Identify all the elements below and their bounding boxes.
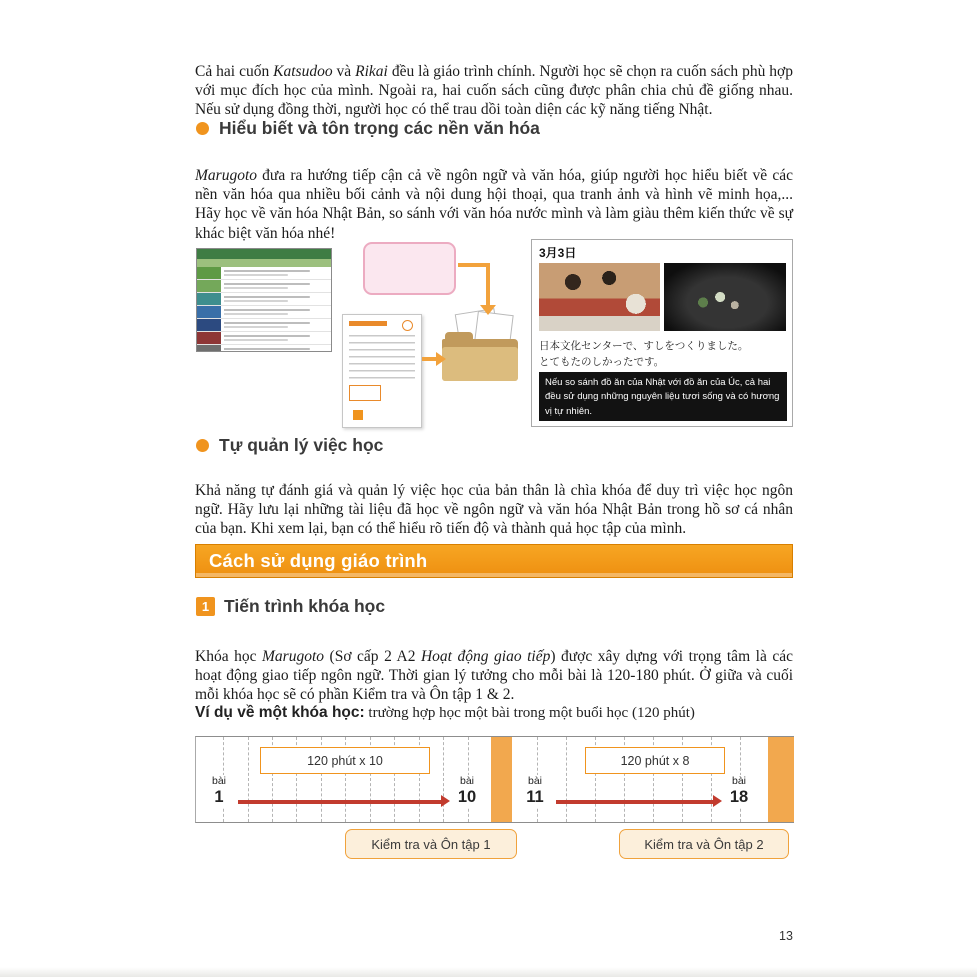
intro-seg-4: đều là giáo trình chính. Người học sẽ chọn ra cuốn sách phù hợp với mục đích học của mình. Ngoài ra, hai cuốn sách cũng được phân chia chủ đề giống nhau. Nếu sử dụng đồng thời, người học có thể trau dồi toàn diện các kỹ năng tiếng Nhật. [195,62,793,119]
photo-sushi-plate [664,263,786,331]
row-chip [197,293,221,305]
row-chip [197,319,221,331]
self-manage-paragraph: Khả năng tự đánh giá và quản lý việc học của bản thân là chìa khóa để duy trì việc học ngôn ngữ. Hãy lưu lại những tài liệu đã học về ngôn ngữ và văn hóa Nhật Bản trong hồ sơ cá nhân của bạn. Khi xem lại, bạn có thể hiểu rõ tiến độ và thành quả học tập của mình. [195,481,793,538]
example-description: trường hợp học một bài trong một buổi học (120 phút) [364,705,695,721]
example-line [195,704,793,722]
culture-figure [195,239,793,431]
table-row [197,332,331,345]
worksheet-image [342,314,422,428]
row-text-lines [221,306,331,318]
course-seg-marugoto: Marugoto [262,647,325,665]
intro-seg-0: Cả hai cuốn [195,62,274,80]
arrow-right-icon [436,352,446,366]
row-text-lines [221,332,331,344]
japanese-caption-line2: とてもたのしかったです。 [539,356,665,369]
example-label: Ví dụ về một khóa học: [195,704,365,721]
course-seg-4: ) được xây dựng với trọng tâm là các hoạt động giao tiếp ngôn ngữ. Thời gian lý tưởng cho mỗi bài là 120-180 phút. Ở giữa và cuối mỗi khóa học sẽ có phần Kiểm tra và Ôn tập 1 & 2. [195,647,793,704]
review-band-2 [768,737,794,822]
section-heading-self-manage [196,435,383,456]
section-heading-course-flow-label: Tiến trình khóa học [224,596,386,616]
row-text-lines [221,345,331,352]
worksheet-title-bar [349,321,387,326]
row-chip [197,345,221,352]
connector-line [422,357,436,361]
culture-seg-marugoto: Marugoto [195,166,257,184]
review-box-2: Kiểm tra và Ôn tập 2 [619,829,789,859]
lesson-marker-end-18 [722,775,756,807]
usage-banner-label: Cách sử dụng giáo trình [209,550,428,571]
table-subheader-bar [197,259,331,267]
worksheet-text-lines [349,335,415,381]
table-row [197,267,331,280]
duration-box-1: 120 phút x 10 [260,747,430,774]
japanese-caption-line1: 日本文化センターで、すしをつくりました。 [539,340,749,352]
page-number: 13 [779,929,793,943]
table-row [197,293,331,306]
table-header-bar [197,249,331,259]
section-heading-culture [196,118,540,139]
row-chip [197,280,221,292]
dashed-gridline [443,737,444,822]
progress-arrow-2 [556,800,713,804]
section-heading-self-manage-label: Tự quản lý việc học [219,435,384,455]
lesson-unit-label: bài [527,775,542,787]
duration-box-2: 120 phút x 8 [585,747,725,774]
row-text-lines [221,293,331,305]
row-text-lines [221,267,331,279]
dashed-gridline [566,737,567,822]
intro-seg-rikai: Rikai [355,62,388,80]
portfolio-folder-icon [442,323,518,381]
lesson-marker-start-1 [202,775,236,807]
lesson-unit-label: bài [731,775,746,787]
row-chip [197,306,221,318]
date-label: 3月3日 [539,246,577,260]
row-text-lines [221,280,331,292]
bullet-icon [196,122,209,135]
table-row [197,345,331,352]
section-heading-culture-label: Hiểu biết và tôn trọng các nền văn hóa [219,118,540,138]
intro-paragraph [195,62,793,120]
worksheet-orange-square [353,410,363,420]
culture-seg-1: đưa ra hướng tiếp cận cả về ngôn ngữ và văn hóa, giúp người học hiểu biết về các nền văn hóa qua nhiều bối cảnh và nội dung hội thoại, qua tranh ảnh và hình vẽ minh họa,... Hãy học về văn hóa Nhật Bản, so sánh với văn hóa nước mình và làm giàu thêm kiến thức về sự khác biệt văn hóa nhé! [195,166,793,242]
lesson-marker-start-11 [518,775,552,807]
folder-front [442,347,518,381]
culture-note-panel [531,239,793,427]
table-row [197,306,331,319]
worksheet-field-box [349,385,381,401]
course-seg-0: Khóa học [195,647,263,665]
dashed-gridline [248,737,249,822]
lesson-number: 10 [457,788,477,806]
bullet-icon [196,439,209,452]
comparison-note: Nếu so sánh đồ ăn của Nhật với đồ ăn của Úc, cả hai đều sử dụng những nguyên liệu tươi sống và có hương vị tự nhiên. [539,372,787,421]
note-card-image [363,242,456,295]
intro-seg-2: và [332,62,356,80]
lesson-number: 1 [214,788,224,806]
photo-sushi-making [539,263,660,331]
arrow-down-icon [480,305,496,315]
course-seg-activities: Hoạt động giao tiếp [420,647,551,665]
row-chip [197,267,221,279]
row-chip [197,332,221,344]
culture-paragraph [195,166,793,244]
course-seg-2: (Sơ cấp 2 A2 [324,647,421,665]
lesson-number: 11 [526,788,544,806]
topics-table-image [196,248,332,352]
course-flow-diagram [195,736,794,823]
section-heading-course-flow [196,596,385,617]
lesson-unit-label: bài [459,775,474,787]
table-row [197,280,331,293]
lesson-marker-end-10 [450,775,484,807]
lesson-unit-label: bài [211,775,226,787]
progress-arrow-1 [238,800,441,804]
worksheet-circle-mark [402,320,413,331]
section-number-badge: 1 [196,597,215,616]
course-paragraph [195,647,793,705]
intro-seg-katsudoo: Katsudoo [273,62,333,80]
page-bottom-edge [0,967,977,977]
japanese-caption [539,338,748,371]
connector-line [486,263,490,305]
lesson-number: 18 [729,788,749,806]
row-text-lines [221,319,331,331]
review-band-1 [491,737,512,822]
usage-banner [195,544,793,578]
table-row [197,319,331,332]
review-box-1: Kiểm tra và Ôn tập 1 [345,829,517,859]
